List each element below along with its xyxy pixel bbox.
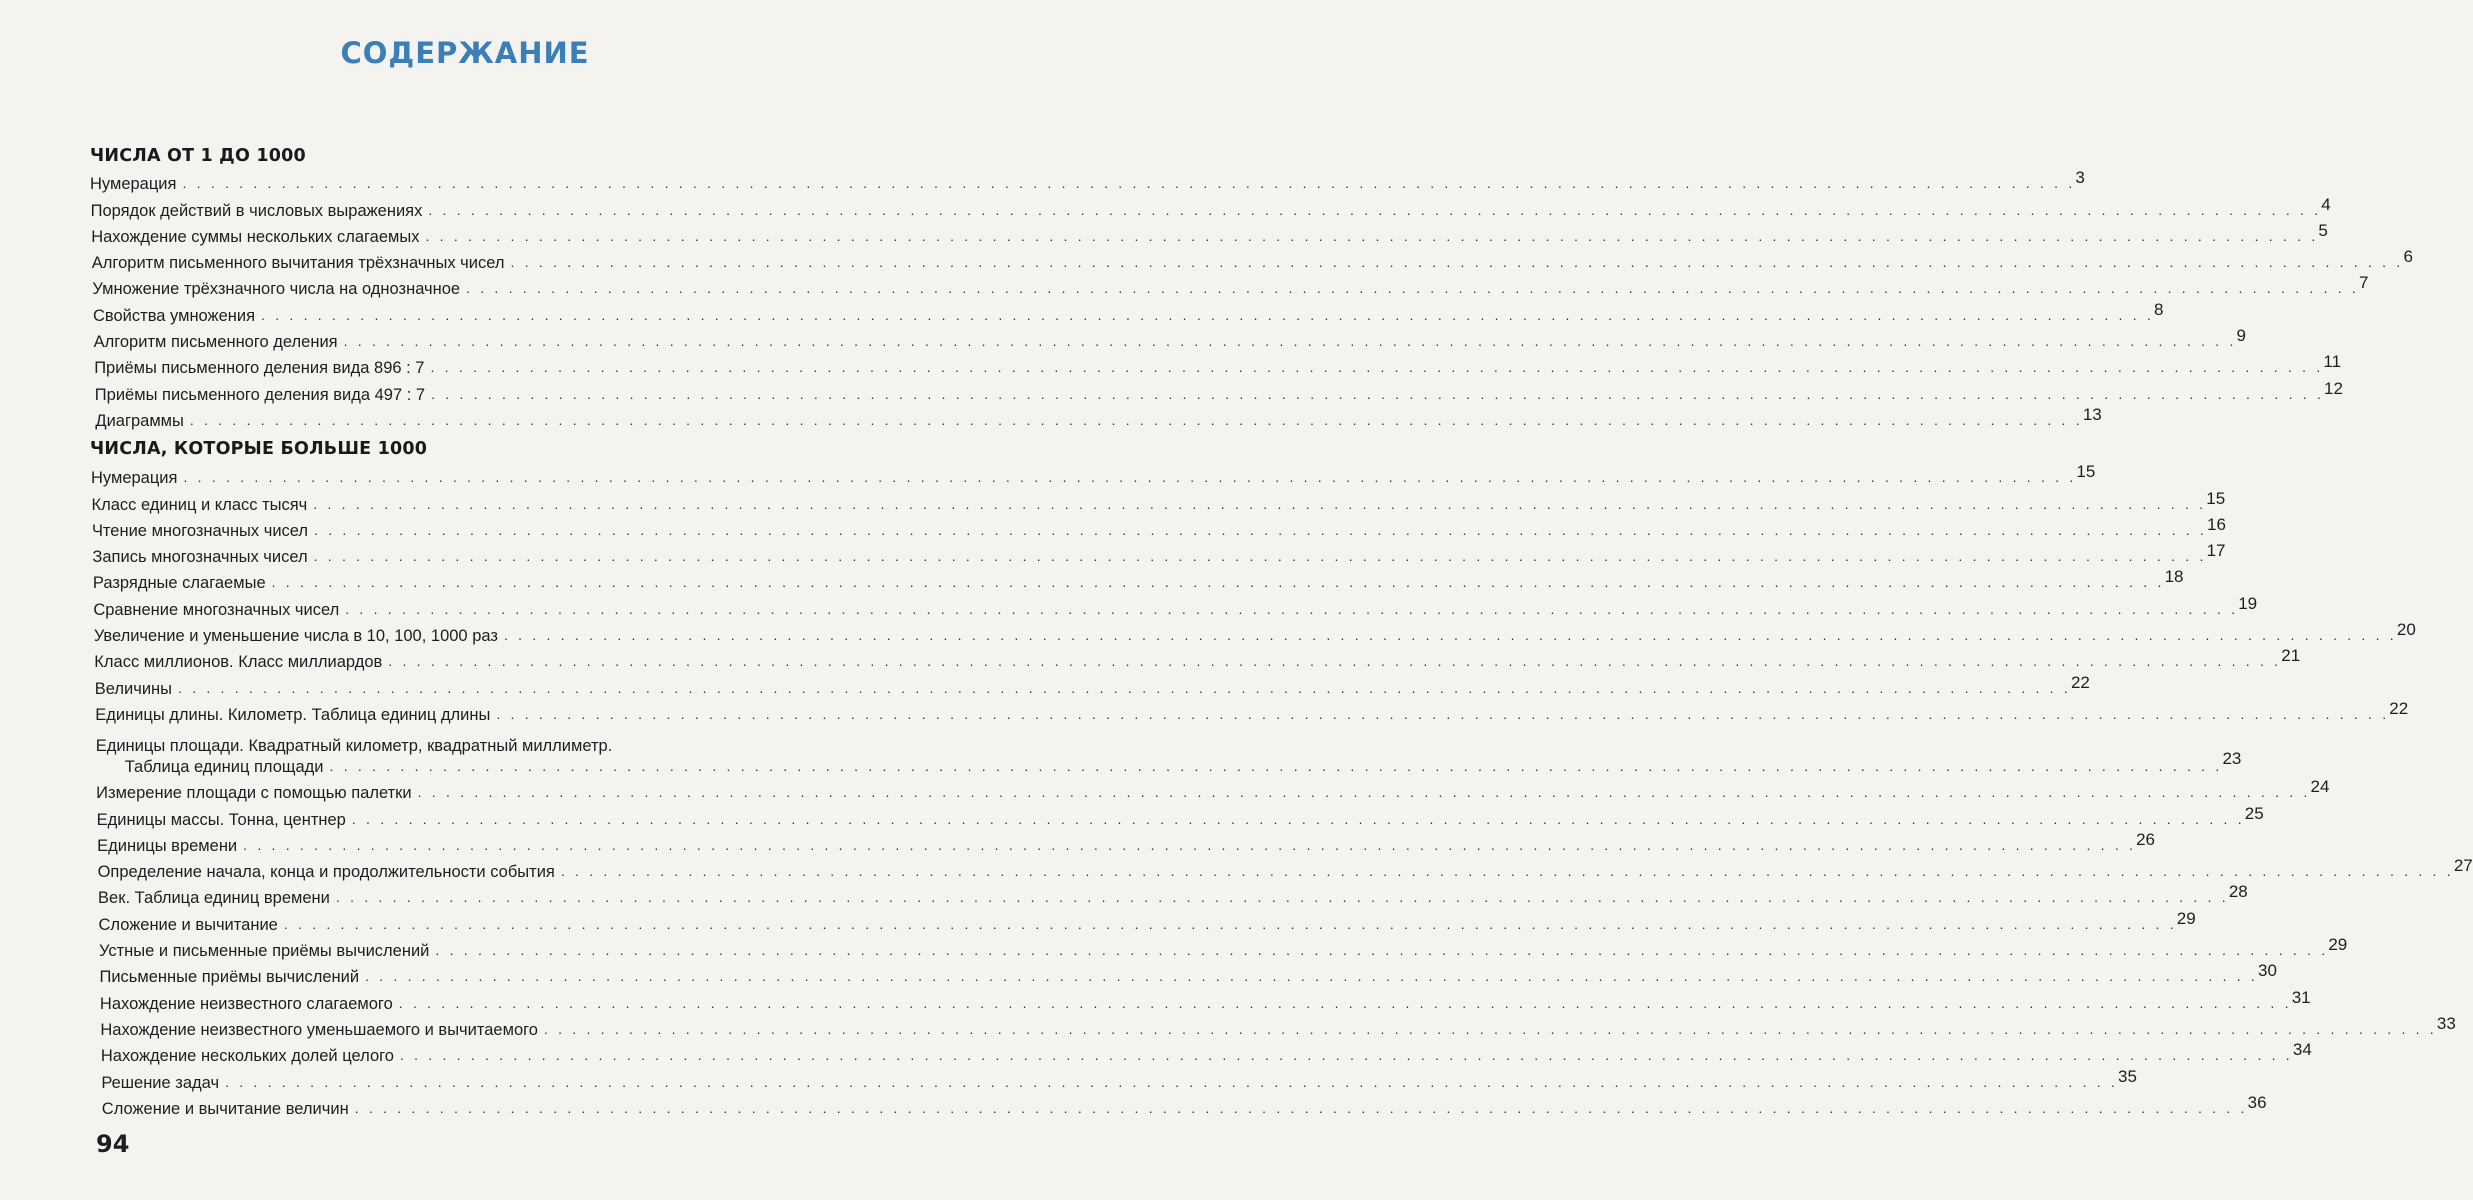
toc-entry-page: 34 xyxy=(2292,1040,2312,1060)
dot-leader xyxy=(225,1072,2118,1093)
toc-entry-title-continuation: Таблица единиц площади xyxy=(124,757,324,776)
toc-entry-page: 16 xyxy=(2207,514,2226,534)
toc-entry-page: 24 xyxy=(2310,777,2330,797)
dot-leader xyxy=(428,200,2321,221)
dot-leader xyxy=(400,1045,2293,1066)
page-title: СОДЕРЖАНИЕ xyxy=(340,36,590,70)
toc-entry xyxy=(91,488,2226,514)
dot-leader xyxy=(178,678,2071,699)
toc-entry-title: Измерение площади с помощью палетки xyxy=(96,784,412,803)
toc-entry-page: 11 xyxy=(2323,352,2342,372)
toc-entry-page: 15 xyxy=(2206,488,2226,508)
dot-leader xyxy=(345,599,2238,620)
dot-leader xyxy=(435,940,2328,961)
section-heading: ЧИСЛА, КОТОРЫЕ БОЛЬШЕ 1000 xyxy=(90,439,428,459)
dot-leader xyxy=(272,572,2165,593)
toc-entry xyxy=(96,803,2264,829)
toc-entry-page: 19 xyxy=(2238,593,2258,613)
dot-leader xyxy=(399,993,2292,1014)
toc-entry xyxy=(95,698,2409,725)
toc-entry-page: 18 xyxy=(2164,567,2184,587)
toc-entry-page: 35 xyxy=(2118,1066,2137,1086)
toc-entry xyxy=(95,404,2102,431)
toc-entry xyxy=(93,620,2416,646)
toc-entry-title: Чтение многозначных чисел xyxy=(91,521,309,540)
toc-entry xyxy=(94,378,2343,404)
toc-entry-page: 29 xyxy=(2328,935,2348,955)
toc-entry xyxy=(100,1013,2456,1040)
toc-entry-page: 27 xyxy=(2453,856,2473,876)
toc-entry-page: 28 xyxy=(2228,882,2248,902)
toc-entry-title: Нахождение суммы нескольких слагаемых xyxy=(91,227,420,246)
dot-leader xyxy=(183,467,2076,488)
dot-leader xyxy=(504,625,2397,646)
dot-leader xyxy=(261,305,2154,326)
toc-entry xyxy=(101,1066,2137,1092)
dot-leader xyxy=(355,1098,2248,1119)
toc-entry-title: Диаграммы xyxy=(95,411,184,430)
toc-entry-title: Сложение и вычитание xyxy=(98,915,278,934)
toc-entry-page: 30 xyxy=(2258,961,2277,981)
toc-entry-title: Запись многозначных чисел xyxy=(92,548,308,567)
toc-entry-page: 22 xyxy=(2070,672,2090,692)
dot-leader xyxy=(313,494,2206,515)
toc-entry-title: Увеличение и уменьшение числа в 10, 100, 1000 раз xyxy=(93,627,498,646)
toc-entry xyxy=(94,352,2342,378)
dot-leader xyxy=(466,278,2359,299)
toc-entry-page: 20 xyxy=(2396,620,2416,640)
toc-entry-page: 7 xyxy=(2359,273,2369,293)
toc-entry-title: Приёмы письменного деления вида 896 : 7 xyxy=(94,359,425,378)
toc-entry-title: Век. Таблица единиц времени xyxy=(98,889,330,908)
toc-entry xyxy=(96,777,2330,803)
toc-entry-title: Определение начала, конца и продолжительности события xyxy=(97,863,555,882)
toc-entry-page: 25 xyxy=(2244,803,2264,823)
toc-entry-page: 21 xyxy=(2281,646,2301,666)
dot-leader xyxy=(418,782,2311,803)
toc-entry-page: 23 xyxy=(2222,748,2242,768)
dot-leader xyxy=(284,914,2177,935)
toc-entry-title: Единицы массы. Тонна, центнер xyxy=(96,810,346,829)
toc-entry xyxy=(97,829,2156,856)
toc-list xyxy=(0,168,2413,431)
toc-entry-title: Единицы времени xyxy=(97,836,238,855)
toc-entry-title: Порядок действий в числовых выражениях xyxy=(90,201,423,220)
toc-entry-title: Алгоритм письменного вычитания трёхзначных чисел xyxy=(91,254,505,273)
dot-leader xyxy=(336,887,2229,908)
toc-entry-page: 29 xyxy=(2176,908,2196,928)
toc-entry-page: 5 xyxy=(2318,220,2328,240)
toc-entry xyxy=(98,935,2348,961)
toc-entry xyxy=(91,247,2413,273)
page-number: 94 xyxy=(96,1130,130,1158)
toc-entry xyxy=(101,1092,2267,1119)
dot-leader xyxy=(182,173,2075,194)
toc-entry-title: Сложение и вычитание величин xyxy=(101,1099,349,1118)
toc-entry-title: Класс миллионов. Класс миллиардов xyxy=(94,653,383,672)
toc-entry xyxy=(98,908,2196,934)
dot-leader xyxy=(314,546,2207,567)
toc-entry-title: Устные и письменные приёмы вычислений xyxy=(98,942,430,961)
toc-list xyxy=(0,462,2473,1119)
toc-entry-page: 22 xyxy=(2389,698,2409,718)
toc-entry-title: Единицы площади. Квадратный километр, квадратный миллиметр. xyxy=(95,736,613,755)
toc-entry-page: 3 xyxy=(2075,168,2085,188)
dot-leader xyxy=(190,410,2083,431)
toc-entry xyxy=(98,882,2248,908)
toc-entry xyxy=(92,273,2369,299)
toc-entry-page: 26 xyxy=(2136,829,2156,849)
toc-entry-page: 31 xyxy=(2291,987,2311,1007)
toc-entry-title: Нумерация xyxy=(91,469,178,488)
dot-leader xyxy=(388,651,2281,672)
toc-entry-title: Приёмы письменного деления вида 497 : 7 xyxy=(94,385,426,404)
toc-entry xyxy=(95,725,2242,777)
toc-entry xyxy=(94,646,2301,672)
toc-entry-page: 12 xyxy=(2324,378,2343,398)
toc-entry xyxy=(91,514,2226,541)
toc-entry-title: Нахождение неизвестного уменьшаемого и вычитаемого xyxy=(100,1020,538,1039)
dot-leader xyxy=(496,704,2389,725)
toc-entry-title: Сравнение многозначных чисел xyxy=(93,600,340,619)
toc-entry-title: Решение задач xyxy=(101,1073,220,1092)
toc-entry xyxy=(97,856,2473,882)
dot-leader xyxy=(314,520,2207,541)
toc-entry-page: 15 xyxy=(2076,462,2096,482)
toc-entry-page: 36 xyxy=(2247,1092,2267,1112)
dot-leader xyxy=(431,384,2324,405)
toc-entry xyxy=(91,462,2096,488)
toc-entry xyxy=(99,961,2277,987)
dot-leader xyxy=(561,861,2454,882)
dot-leader xyxy=(425,226,2318,247)
toc-entry-title: Умножение трёхзначного числа на однозначное xyxy=(92,280,461,299)
toc-entry xyxy=(99,987,2311,1013)
toc-entry xyxy=(94,672,2090,698)
dot-leader xyxy=(511,252,2404,273)
toc-entry xyxy=(93,299,2164,325)
toc-entry xyxy=(90,194,2331,220)
toc-entry xyxy=(100,1040,2312,1066)
toc-entry xyxy=(92,541,2226,567)
dot-leader xyxy=(330,756,2223,777)
section-heading: ЧИСЛА ОТ 1 ДО 1000 xyxy=(90,146,306,166)
dot-leader xyxy=(544,1019,2437,1040)
toc-entry-title: Единицы длины. Километр. Таблица единиц длины xyxy=(95,705,491,724)
toc-entry-page: 9 xyxy=(2236,326,2247,346)
dot-leader xyxy=(365,966,2258,987)
toc-entry-title: Разрядные слагаемые xyxy=(92,574,266,593)
toc-entry xyxy=(93,593,2258,619)
toc-entry-title: Нахождение нескольких долей целого xyxy=(100,1047,394,1066)
toc-entry-title: Класс единиц и класс тысяч xyxy=(91,495,308,514)
toc-entry xyxy=(92,567,2184,593)
toc-entry-title: Свойства умножения xyxy=(93,306,256,325)
dot-leader xyxy=(344,331,2237,352)
toc-entry-title: Письменные приёмы вычислений xyxy=(99,968,360,987)
toc-entry-title: Нахождение неизвестного слагаемого xyxy=(99,994,393,1013)
dot-leader xyxy=(243,835,2136,856)
toc-entry xyxy=(91,220,2328,247)
dot-leader xyxy=(430,357,2323,378)
toc-entry xyxy=(90,168,2085,194)
toc-entry xyxy=(93,326,2247,352)
toc-entry-page: 33 xyxy=(2436,1013,2456,1033)
toc-entry-title: Величины xyxy=(94,679,173,698)
toc-entry-page: 8 xyxy=(2153,299,2164,319)
toc-entry-page: 13 xyxy=(2082,404,2102,424)
toc-entry-title: Нумерация xyxy=(90,175,177,194)
toc-entry-page: 6 xyxy=(2403,247,2413,267)
toc-entry-title: Алгоритм письменного деления xyxy=(93,333,338,352)
dot-leader xyxy=(352,809,2245,830)
toc-entry-page: 17 xyxy=(2206,541,2226,561)
toc-entry-page: 4 xyxy=(2321,194,2331,214)
